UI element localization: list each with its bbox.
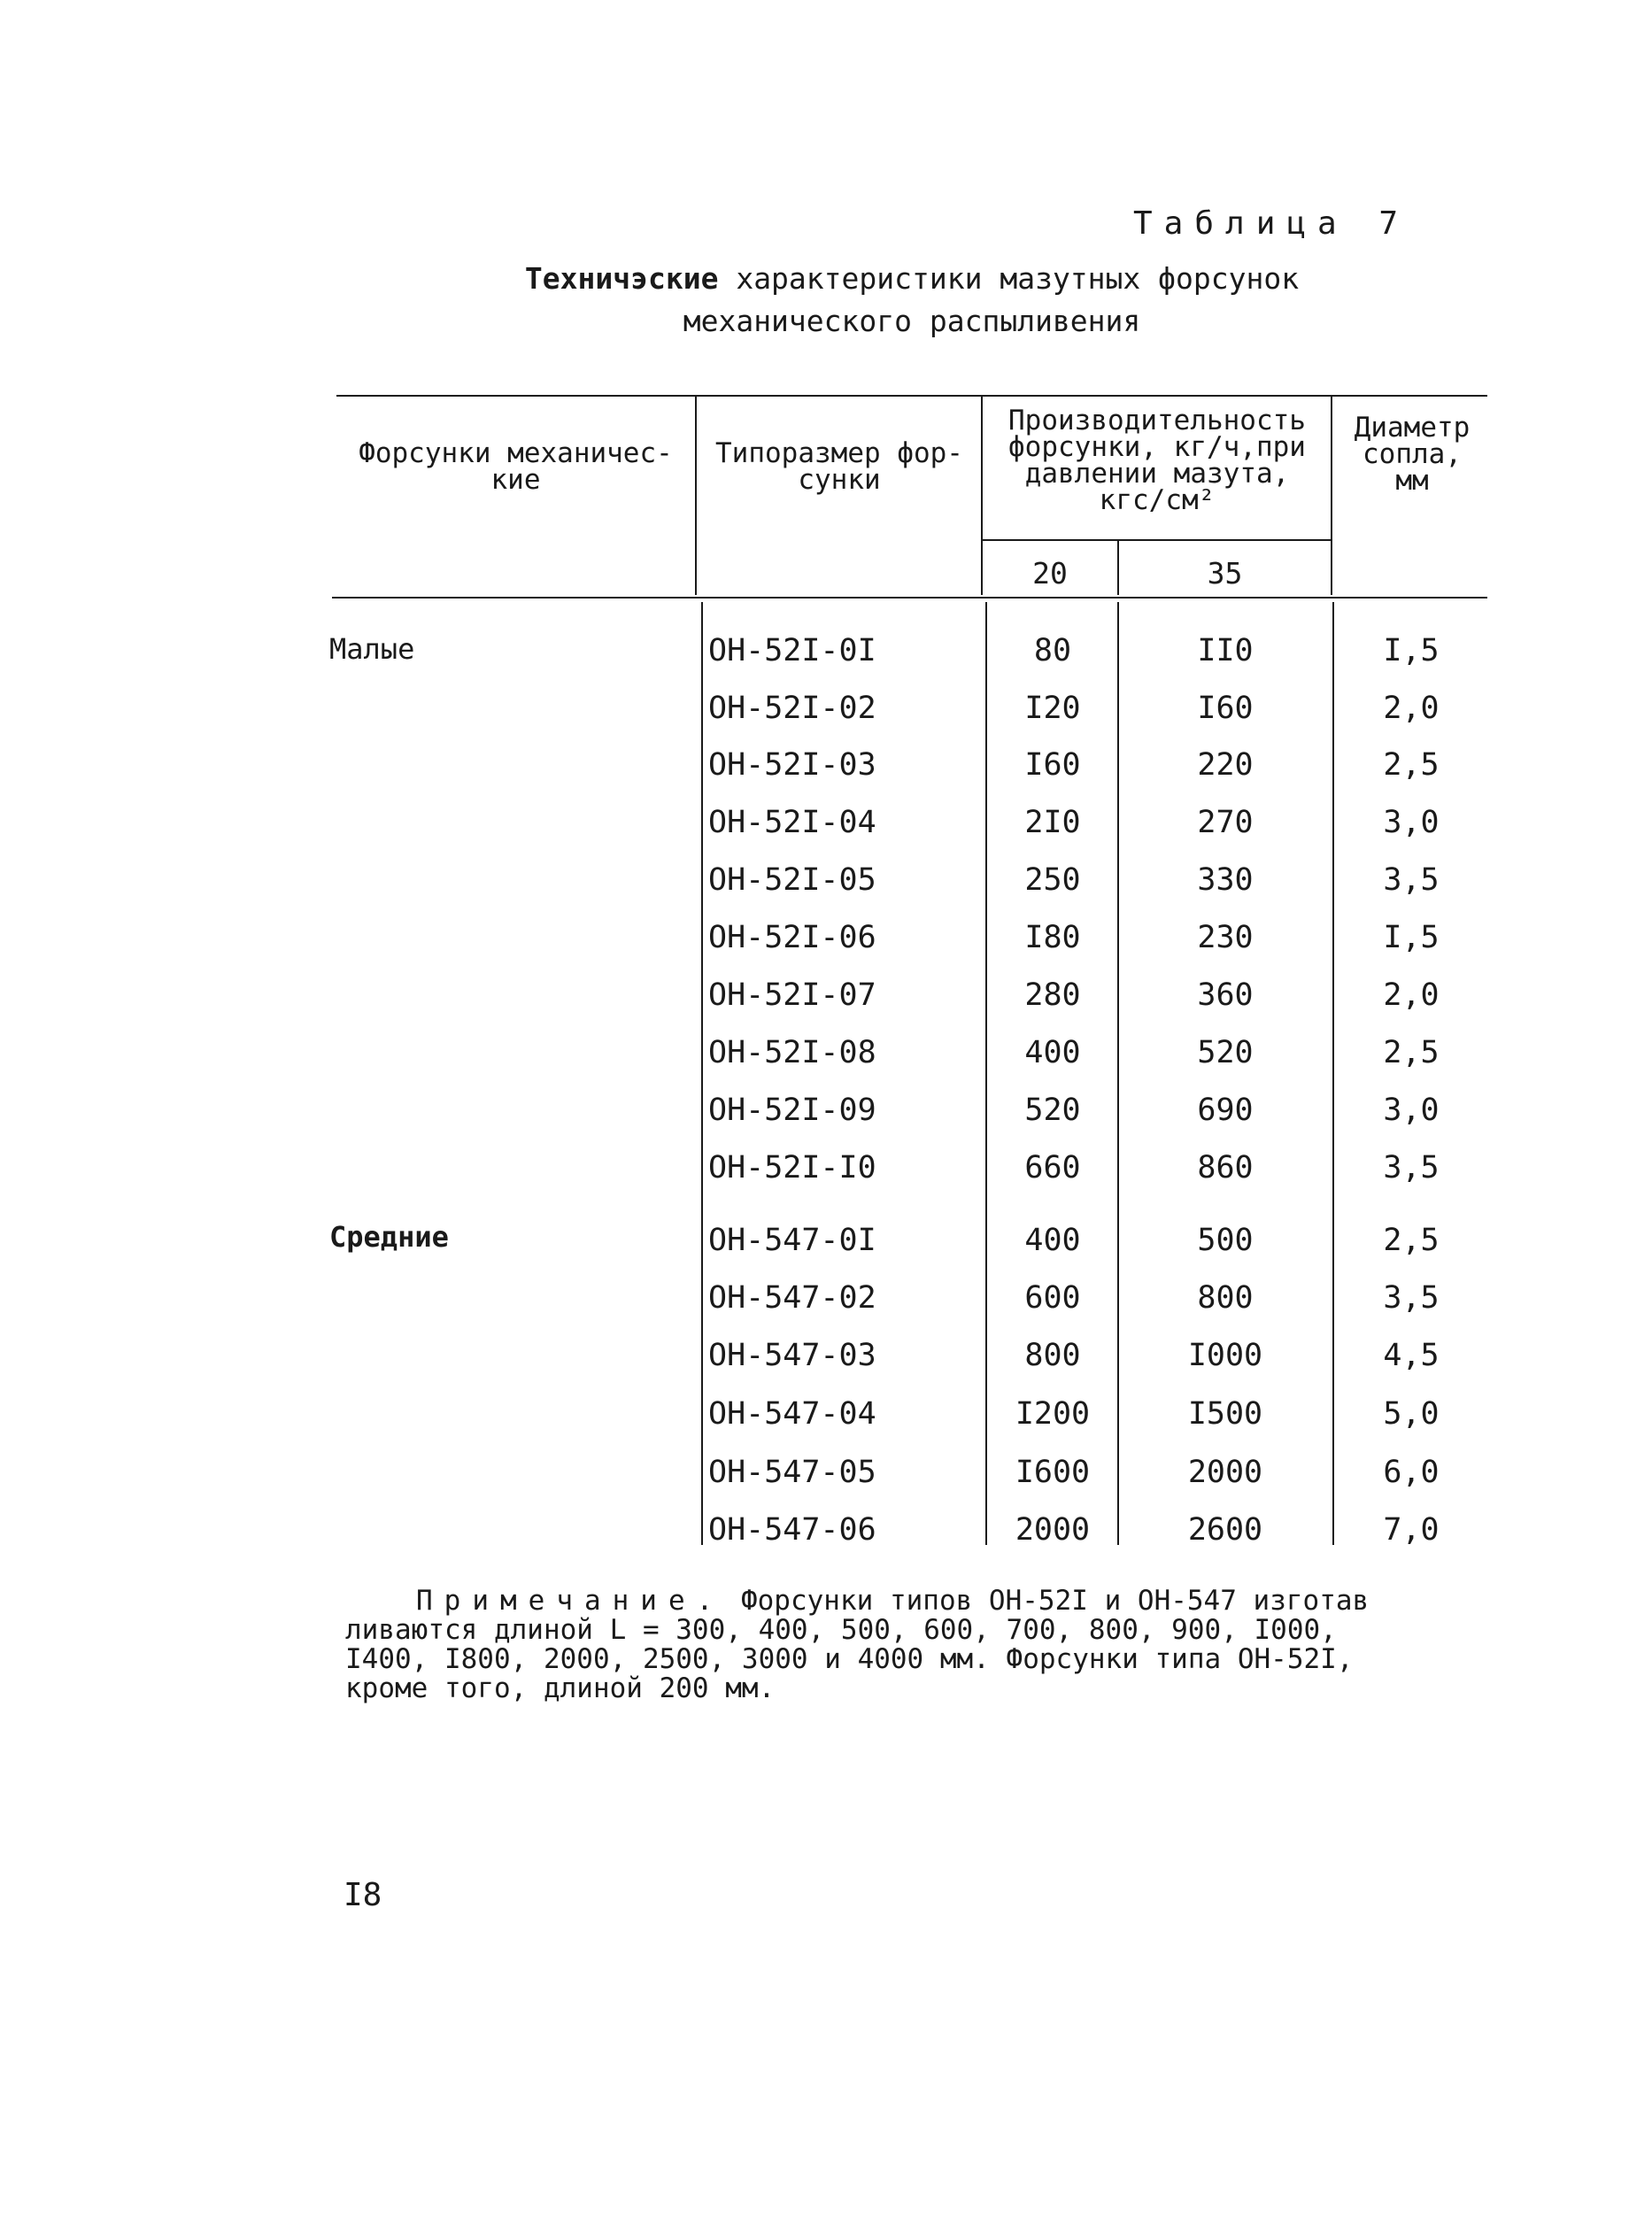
cell-diameter: 5,0 — [1383, 1396, 1440, 1432]
cell-pressure-20: 2000 — [1015, 1512, 1091, 1548]
cell-type: ОН-52I-05 — [708, 862, 876, 898]
cell-pressure-35: I60 — [1197, 691, 1254, 726]
cell-pressure-20: 400 — [1024, 1035, 1081, 1070]
table-note — [345, 1587, 1496, 1703]
page-number: I8 — [344, 1877, 382, 1913]
cell-diameter: 3,5 — [1383, 1150, 1440, 1186]
cell-pressure-35: 520 — [1197, 1035, 1254, 1070]
header-nozzle-size-line-1: Типоразмер фор- — [715, 437, 963, 469]
note-lead: Примечание. — [416, 1585, 725, 1617]
cell-type: ОН-52I-07 — [708, 977, 876, 1013]
header-productivity-line-2: форсунки, кг/ч,при — [1008, 431, 1306, 463]
cell-pressure-35: II0 — [1197, 633, 1254, 668]
cell-type: ОН-52I-04 — [708, 805, 876, 840]
cell-diameter: 3,0 — [1383, 1093, 1440, 1128]
header-productivity-line-3: давлении мазута, — [1024, 458, 1290, 490]
note-line-4: кроме того, длиной 200 мм. — [345, 1672, 776, 1704]
cell-pressure-20: 250 — [1024, 862, 1081, 898]
cell-diameter: 3,5 — [1383, 1280, 1440, 1316]
note-line-1-text: Форсунки типов ОН-52I и ОН-547 изготав — [724, 1585, 1370, 1617]
cell-type: ОН-547-03 — [708, 1338, 876, 1373]
production-subheader-rule — [983, 539, 1332, 541]
cell-pressure-35: 330 — [1197, 862, 1254, 898]
cell-diameter: 2,0 — [1383, 691, 1440, 726]
title-bold-word: Техничэские — [524, 261, 719, 296]
cell-pressure-35: 220 — [1197, 747, 1254, 783]
cell-diameter: 7,0 — [1383, 1512, 1440, 1548]
table-number-label: Таблица 7 — [1133, 205, 1410, 242]
cell-pressure-20: 80 — [1033, 633, 1072, 668]
cell-type: ОН-52I-0I — [708, 633, 876, 668]
cell-pressure-20: 600 — [1024, 1280, 1081, 1316]
cell-pressure-20: 800 — [1024, 1338, 1081, 1373]
cell-pressure-20: 280 — [1024, 977, 1081, 1013]
cell-pressure-35: 800 — [1197, 1280, 1254, 1316]
cell-diameter: 6,0 — [1383, 1455, 1440, 1490]
title-rest: характеристики мазутных форсунок — [718, 261, 1300, 296]
subheader-pressure-20: 20 — [1032, 556, 1068, 591]
cell-pressure-20: I600 — [1015, 1455, 1091, 1490]
cell-diameter: I,5 — [1383, 920, 1440, 955]
table-title-line-2: механического распыливения — [683, 304, 1141, 338]
header-bottom-rule — [332, 597, 1487, 599]
cell-diameter: 2,5 — [1383, 747, 1440, 783]
header-nozzle-kind-line-1: Форсунки механичес- — [359, 437, 673, 469]
cell-type: ОН-547-06 — [708, 1512, 876, 1548]
cell-type: ОН-52I-I0 — [708, 1150, 876, 1186]
col-divider-1 — [695, 397, 697, 595]
cell-pressure-35: 860 — [1197, 1150, 1254, 1186]
cell-pressure-35: I500 — [1187, 1396, 1263, 1432]
subheader-pressure-35: 35 — [1207, 556, 1243, 591]
cell-pressure-20: 520 — [1024, 1093, 1081, 1128]
header-productivity-line-4: кгс/см² — [1099, 484, 1216, 516]
note-line-3: I400, I800, 2000, 2500, 3000 и 4000 мм. Форсунки типа ОН-52I, — [345, 1643, 1354, 1675]
cell-diameter: 3,0 — [1383, 805, 1440, 840]
cell-pressure-20: 400 — [1024, 1223, 1081, 1258]
cell-diameter: 3,5 — [1383, 862, 1440, 898]
header-nozzle-kind-line-2: кие — [490, 464, 541, 496]
cell-diameter: 2,5 — [1383, 1035, 1440, 1070]
header-nozzle-diameter-line-1: Диаметр — [1354, 412, 1471, 444]
cell-pressure-35: 690 — [1197, 1093, 1254, 1128]
group-label-small: Малые — [329, 632, 415, 666]
cell-pressure-35: 2600 — [1187, 1512, 1263, 1548]
table-title-line-1 — [336, 261, 1487, 296]
cell-pressure-35: 230 — [1197, 920, 1254, 955]
body-divider-1 — [701, 602, 703, 1545]
cell-type: ОН-52I-06 — [708, 920, 876, 955]
note-line-2: ливаются длиной L = 300, 400, 500, 600, 700, 800, 900, I000, — [345, 1614, 1337, 1646]
header-nozzle-diameter — [1333, 412, 1491, 497]
cell-pressure-20: I200 — [1015, 1396, 1091, 1432]
cell-pressure-35: 2000 — [1187, 1455, 1263, 1490]
header-nozzle-diameter-line-2: сопла, — [1363, 438, 1462, 470]
cell-type: ОН-547-05 — [708, 1455, 876, 1490]
table-top-rule — [336, 395, 1487, 397]
header-productivity — [983, 407, 1332, 514]
header-productivity-line-1: Производительность — [1008, 405, 1306, 436]
cell-diameter: 2,0 — [1383, 977, 1440, 1013]
cell-type: ОН-52I-03 — [708, 747, 876, 783]
note-line-1 — [345, 1587, 1496, 1616]
cell-type: ОН-52I-02 — [708, 691, 876, 726]
header-nozzle-size-line-2: сунки — [798, 464, 881, 496]
cell-diameter: I,5 — [1383, 633, 1440, 668]
header-nozzle-size — [698, 437, 981, 496]
cell-pressure-35: 270 — [1197, 805, 1254, 840]
cell-pressure-20: I80 — [1024, 920, 1081, 955]
cell-pressure-35: 500 — [1197, 1223, 1254, 1258]
header-nozzle-kind — [336, 437, 695, 496]
group-label-medium: Средние — [329, 1220, 449, 1254]
cell-pressure-20: I60 — [1024, 747, 1081, 783]
cell-type: ОН-52I-09 — [708, 1093, 876, 1128]
cell-type: ОН-547-04 — [708, 1396, 876, 1432]
header-nozzle-diameter-line-3: мм — [1395, 465, 1429, 497]
cell-type: ОН-52I-08 — [708, 1035, 876, 1070]
cell-pressure-35: I000 — [1187, 1338, 1263, 1373]
cell-pressure-35: 360 — [1197, 977, 1254, 1013]
cell-type: ОН-547-02 — [708, 1280, 876, 1316]
cell-diameter: 4,5 — [1383, 1338, 1440, 1373]
cell-pressure-20: 2I0 — [1024, 805, 1081, 840]
cell-diameter: 2,5 — [1383, 1223, 1440, 1258]
cell-pressure-20: I20 — [1024, 691, 1081, 726]
cell-type: ОН-547-0I — [708, 1223, 876, 1258]
cell-pressure-20: 660 — [1024, 1150, 1081, 1186]
